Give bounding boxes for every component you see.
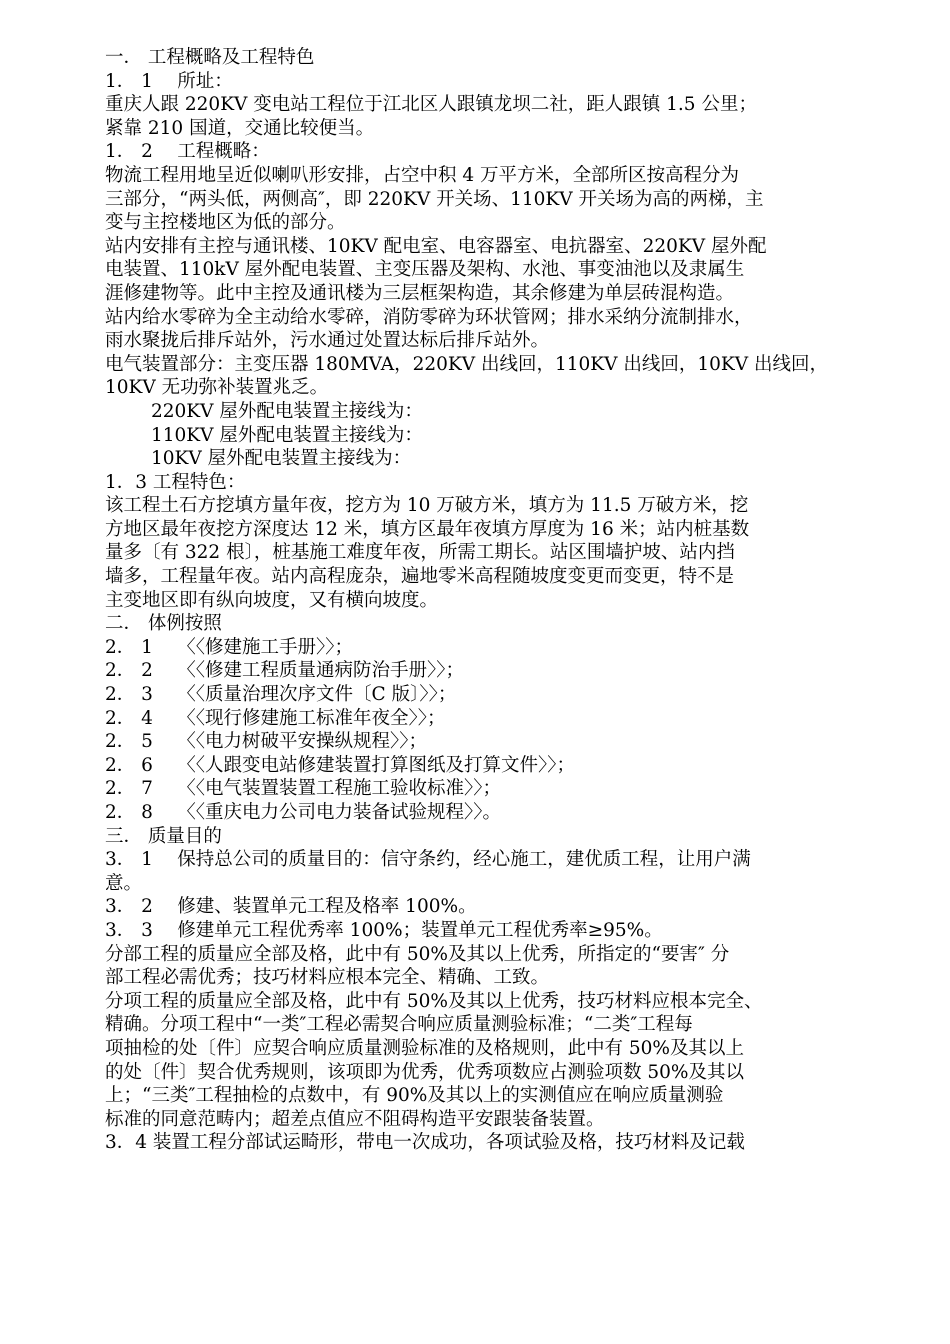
text-line: 该工程土石方挖填方量年夜，挖方为 10 万破方米，填方为 11.5 万破方米，挖 — [105, 495, 749, 517]
text-line: 上；“三类″工程抽检的点数中，有 90%及其以上的实测值应在响应质量测验 — [105, 1085, 724, 1107]
text-line: 涯修建物等。此中主控及通讯楼为三层框架构造，其余修建为单层砖混构造。 — [105, 282, 735, 304]
text-line: 的处〔件〕契合优秀规则，该项即为优秀，优秀项数应占测验项数 50%及其以 — [105, 1061, 745, 1083]
text-line: 标准的同意范畴内；超差点值应不阻碍构造平安跟装备装置。 — [105, 1108, 605, 1130]
text-line: 3．4 装置工程分部试运畸形，带电一次成功，各项试验及格，技巧材料及记载 — [105, 1132, 745, 1154]
text-line: 量多〔有 322 根〕，桩基施工难度年夜，所需工期长。站区围墙护坡、站内挡 — [105, 542, 735, 564]
text-line: 2． 5 〈〈电力树破平安操纵规程〉〉； — [105, 731, 428, 753]
text-line: 110KV 屋外配电装置主接线为： — [151, 424, 423, 446]
text-line: 项抽检的处〔件〕应契合响应质量测验标准的及格规则，此中有 50%及其以上 — [105, 1037, 745, 1059]
text-line: 墙多，工程量年夜。站内高程庞杂，遍地零米高程随坡度变更而变更，特不是 — [105, 566, 735, 588]
text-line: 2． 3 〈〈质量治理次序文件〔C 版〕〉〉； — [105, 684, 457, 706]
text-line: 意。 — [105, 872, 143, 894]
text-line: 电气装置部分：主变压器 180MVA，220KV 出线回，110KV 出线回，10KV 出线回， — [105, 353, 828, 375]
text-line: 10KV 无功弥补装置兆乏。 — [105, 377, 329, 399]
text-line: 雨水聚拢后排斥站外，污水通过处置达标后排斥站外。 — [105, 330, 550, 352]
text-line: 三． 质量目的 — [105, 825, 222, 847]
text-line: 2． 6 〈〈人跟变电站修建装置打算图纸及打算文件〉〉； — [105, 754, 576, 776]
text-line: 1． 1 所址： — [105, 70, 233, 92]
text-line: 紧靠 210 国道，交通比较便当。 — [105, 117, 375, 139]
text-line: 站内安排有主控与通讯楼、10KV 配电室、电容器室、电抗器室、220KV 屋外配 — [105, 235, 767, 257]
text-line: 220KV 屋外配电装置主接线为： — [151, 400, 423, 422]
text-line: 2． 8 〈〈重庆电力公司电力装备试验规程〉〉。 — [105, 802, 502, 823]
text-line: 1． 2 工程概略： — [105, 141, 270, 163]
text-line: 精确。分项工程中“一类″工程必需契合响应质量测验标准；“二类″工程每 — [105, 1014, 693, 1036]
text-line: 主变地区即有纵向坡度，又有横向坡度。 — [105, 589, 439, 611]
text-line: 重庆人跟 220KV 变电站工程位于江北区人跟镇龙坝二社，距人跟镇 1.5 公里； — [105, 94, 757, 116]
text-line: 一． 工程概略及工程特色 — [105, 47, 315, 68]
document-page — [105, 46, 895, 1155]
text-line: 分项工程的质量应全部及格，此中有 50%及其以上优秀，技巧材料应根本完全、 — [105, 990, 763, 1012]
text-line: 3． 3 修建单元工程优秀率 100%；装置单元工程优秀率≥95%。 — [105, 919, 663, 941]
text-line: 三部分，“两头低，两侧高″，即 220KV 开关场、110KV 开关场为高的两梯，主 — [105, 188, 764, 210]
text-line: 二． 体例按照 — [105, 613, 222, 635]
text-line: 分部工程的质量应全部及格，此中有 50%及其以上优秀，所指定的“要害″ 分 — [105, 943, 730, 965]
text-line: 2． 2 〈〈修建工程质量通病防治手册〉〉； — [105, 660, 465, 682]
text-line: 3． 1 保持总公司的质量目的：信守条约，经心施工，建优质工程，让用户满 — [105, 849, 751, 871]
text-line: 方地区最年夜挖方深度达 12 米，填方区最年夜填方厚度为 16 米；站内桩基数 — [105, 518, 750, 540]
text-line: 2． 4 〈〈现行修建施工标准年夜全〉〉； — [105, 707, 446, 729]
text-line: 2． 1 〈〈修建施工手册〉〉； — [105, 636, 354, 658]
text-line: 3． 2 修建、装置单元工程及格率 100%。 — [105, 896, 477, 918]
text-line: 站内给水零碎为全主动给水零碎，消防零碎为环状管网；排水采纳分流制排水， — [105, 306, 753, 328]
text-line: 电装置、110kV 屋外配电装置、主变压器及架构、水池、事变油池以及隶属生 — [105, 259, 745, 281]
text-line: 部工程必需优秀；技巧材料应根本完全、精确、工致。 — [105, 967, 550, 989]
text-line: 物流工程用地呈近似喇叭形安排，占空中积 4 万平方米，全部所区按高程分为 — [105, 164, 740, 186]
text-line: 10KV 屋外配电装置主接线为： — [151, 448, 412, 470]
text-line: 1．3 工程特色： — [105, 471, 246, 493]
text-line: 2． 7 〈〈电气装置装置工程施工验收标准〉〉； — [105, 778, 502, 800]
text-line: 变与主控楼地区为低的部分。 — [105, 212, 346, 234]
